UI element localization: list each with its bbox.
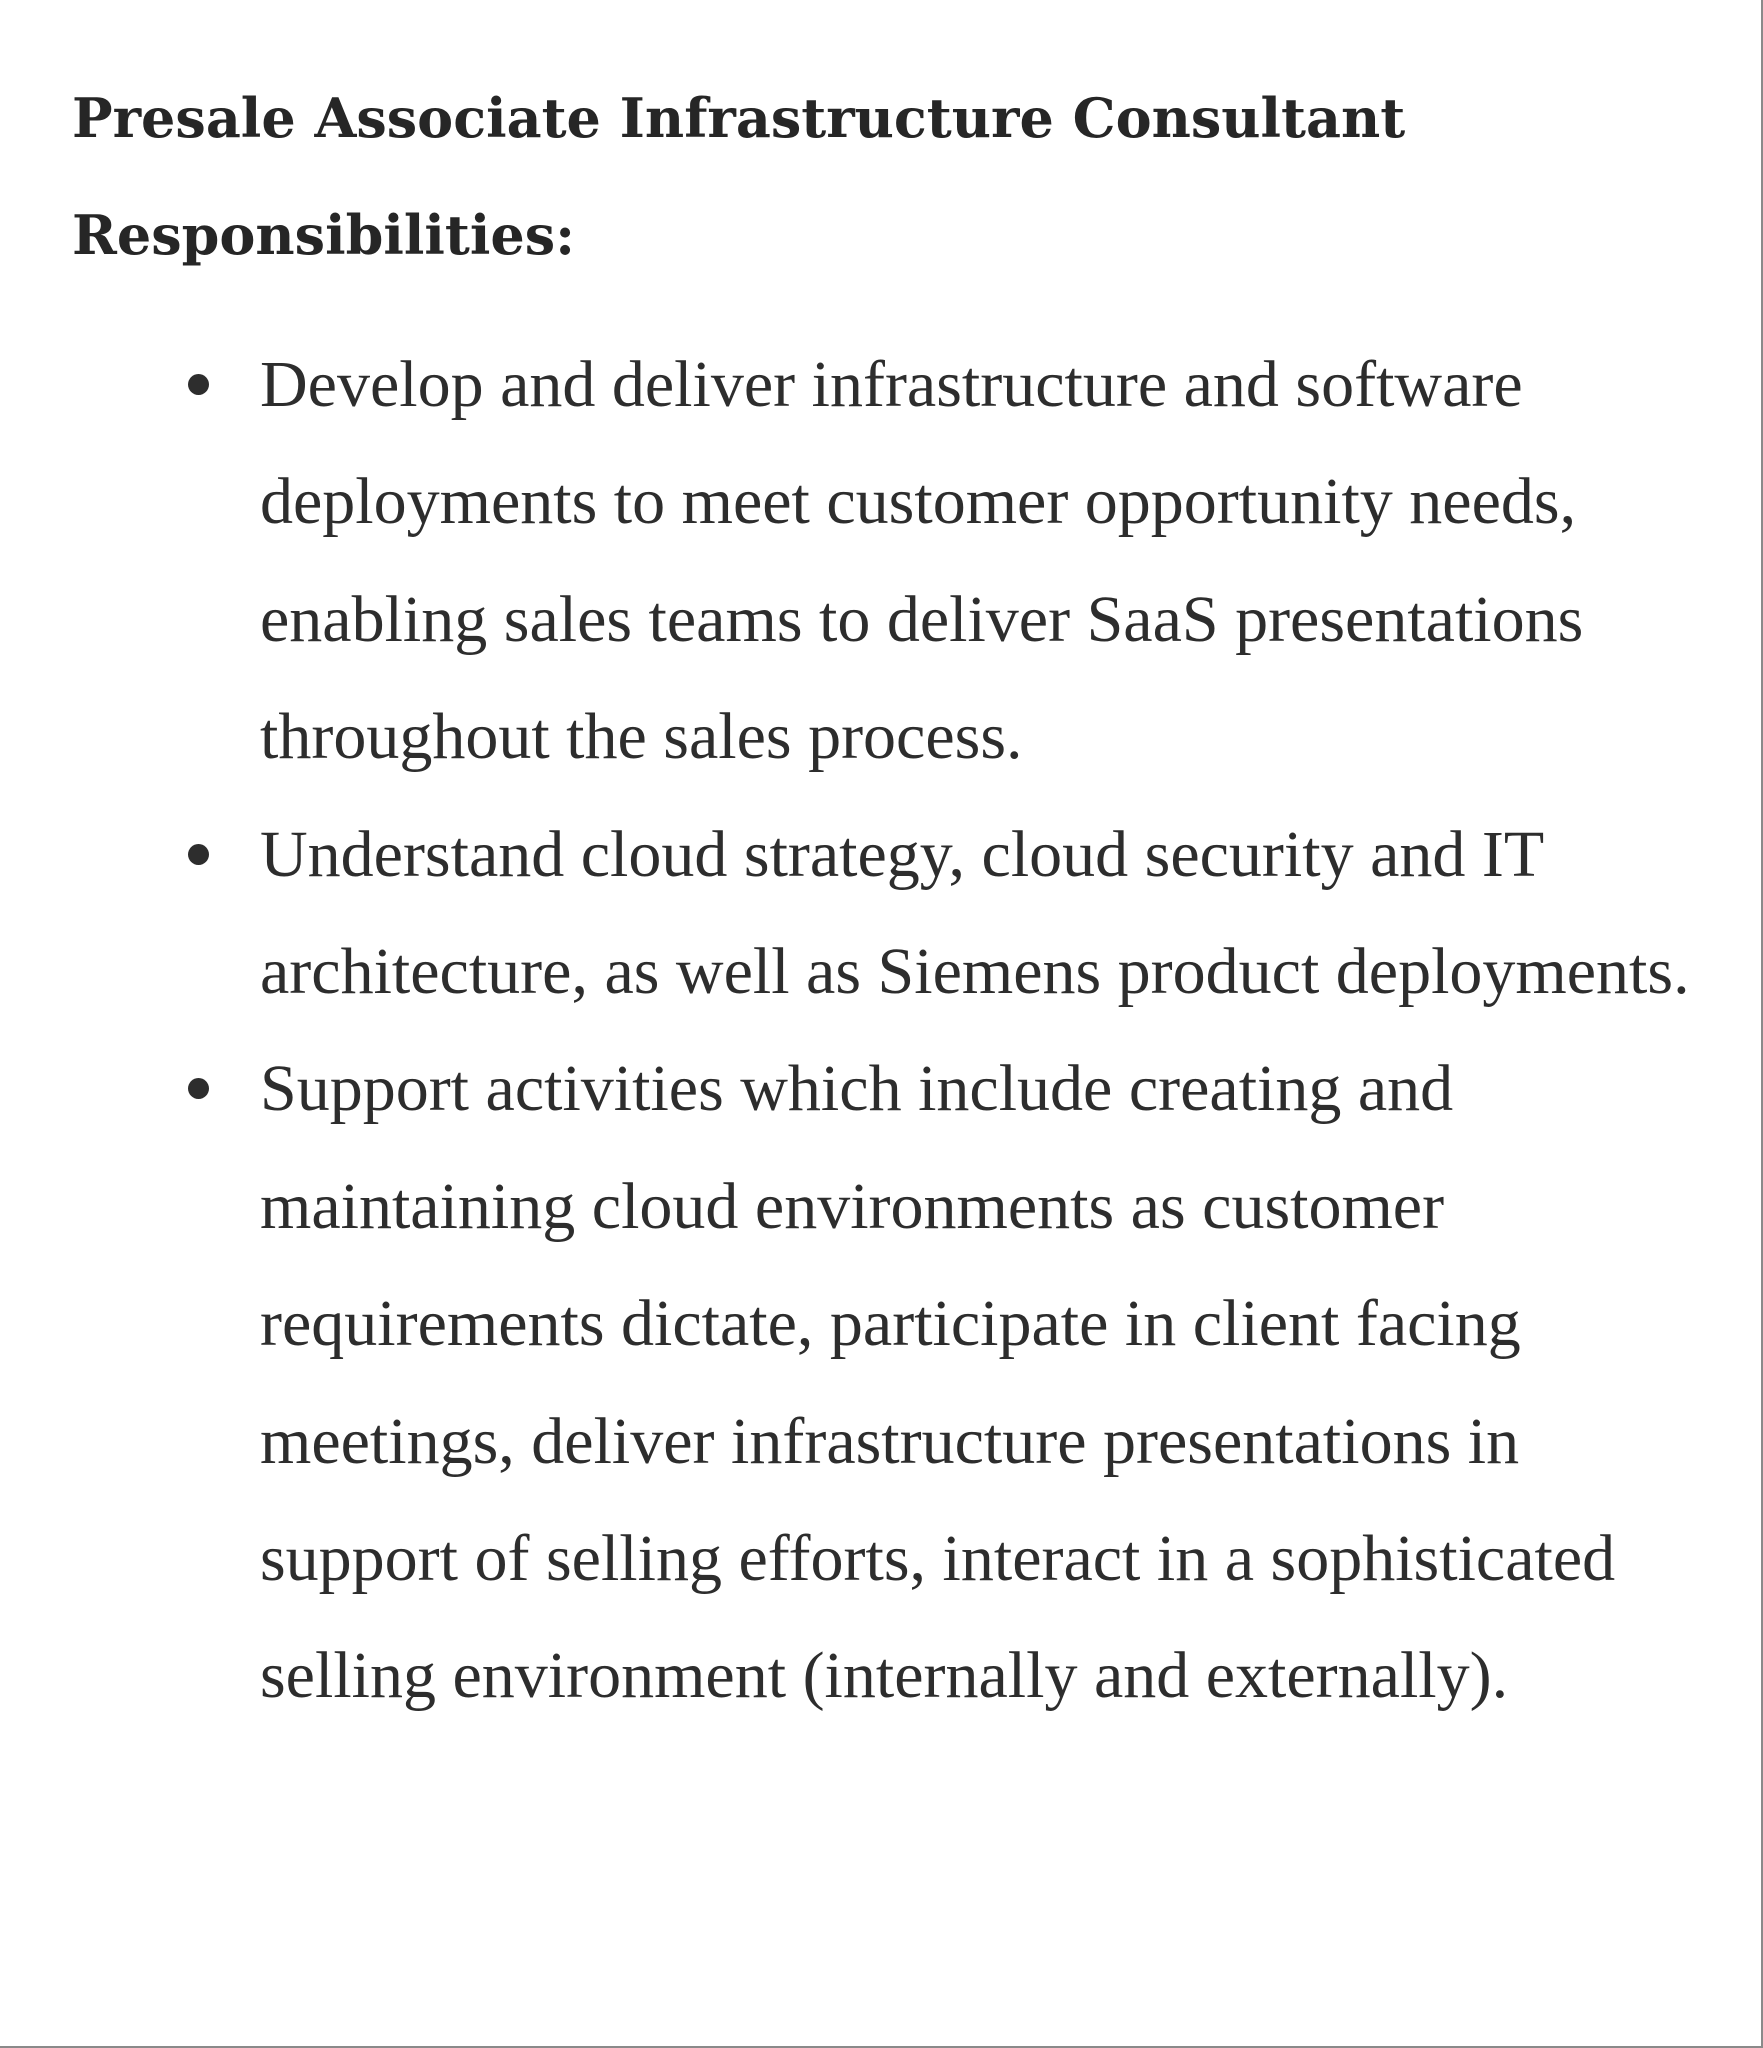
list-item bbox=[0, 326, 1761, 796]
heading-title: Presale Associate Infrastructure Consultant bbox=[72, 86, 1406, 150]
bullet-icon bbox=[188, 1078, 209, 1099]
heading-subtitle: Responsibilities: bbox=[72, 203, 576, 267]
list-item-text: Support activities which include creating and maintaining cloud environments as customer requirements dictate, participate in client facing meetings, deliver infrastructure presentations in support of selling efforts, interact in a sophisticated selling environment (internally and externally). bbox=[260, 1052, 1616, 1713]
list-item-text: Understand cloud strategy, cloud security and IT architecture, as well as Siemens product deployments. bbox=[260, 817, 1690, 1009]
responsibilities-list bbox=[0, 326, 1761, 1735]
list-item bbox=[0, 1030, 1761, 1734]
bullet-icon bbox=[188, 844, 209, 865]
section-heading bbox=[72, 60, 1712, 294]
list-item-text: Develop and deliver infrastructure and software deployments to meet customer opportunity needs, enabling sales teams to deliver SaaS presentations throughout the sales process. bbox=[260, 348, 1584, 774]
bullet-icon bbox=[188, 374, 209, 395]
list-item bbox=[0, 796, 1761, 1031]
